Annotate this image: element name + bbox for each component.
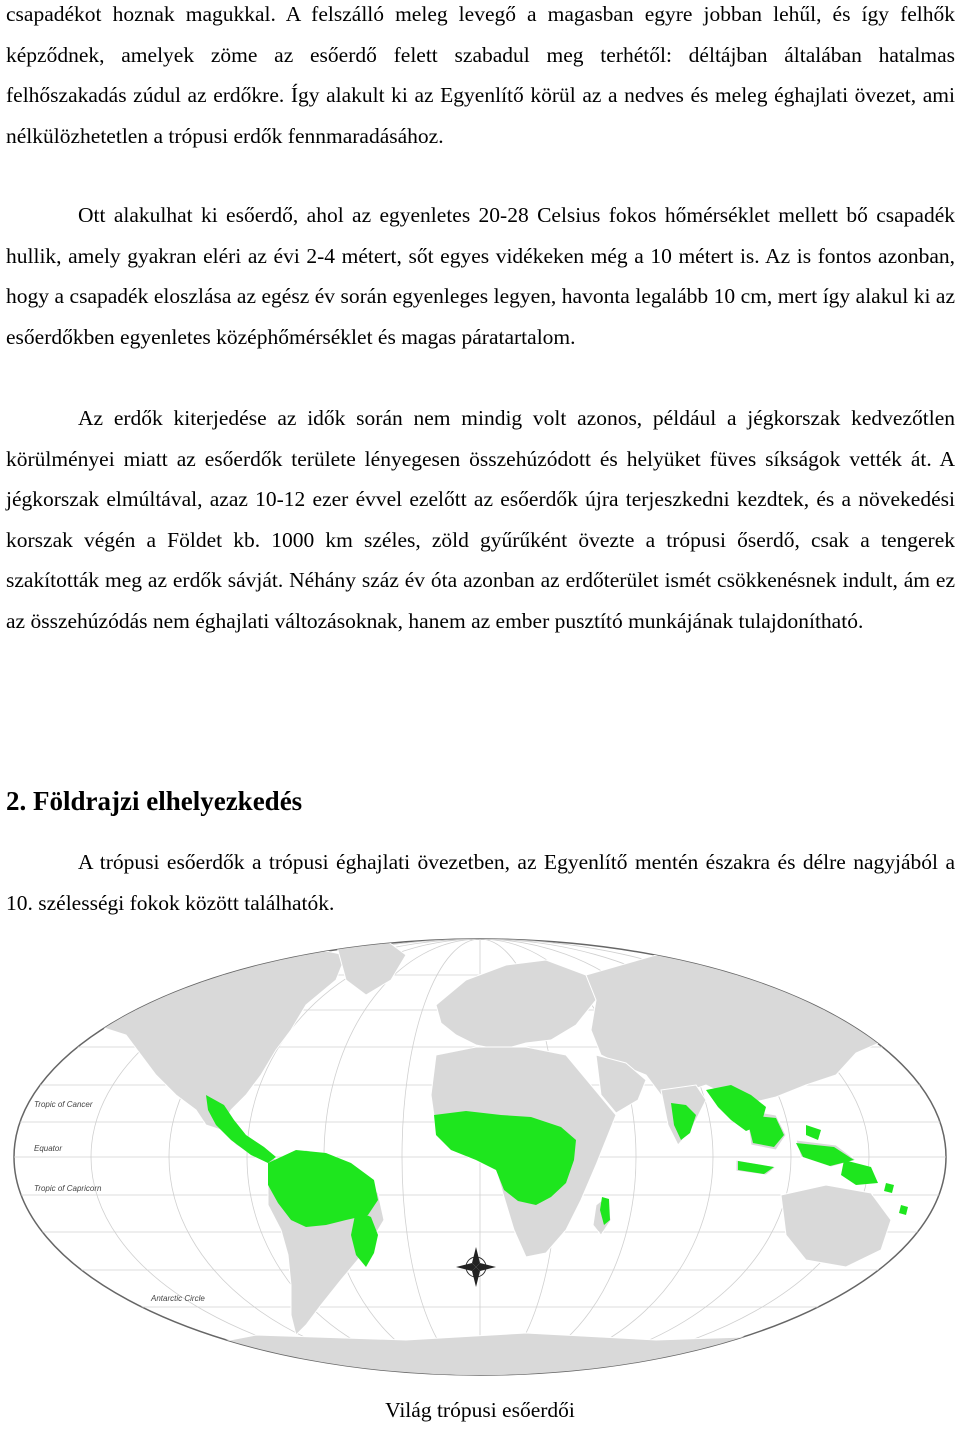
new-zealand	[901, 1255, 921, 1285]
world-rainforest-map	[6, 935, 954, 1380]
paragraph-2: Ott alakulhat ki esőerdő, ahol az egyenletes 20-28 Celsius fokos hőmérséklet mellett bő csapadék hullik, amely gyakran eléri az évi 2-4 métert, sőt egyes vidékeken még a 10 métert is. Az is fontos azonban, hogy a csapadék eloszlása az egész év során egyenleges legyen, havonta legalább 10 cm, mert így alakul ki az esőerdőkben egyenletes középhőmérséklet és magas páratartalom.	[6, 203, 955, 349]
map-svg	[6, 935, 954, 1380]
label-tropic-capricorn: Tropic of Capricorn	[34, 1184, 102, 1193]
label-tropic-cancer: Tropic of Cancer	[34, 1100, 93, 1109]
label-equator: Equator	[34, 1144, 63, 1153]
label-antarctic-circle: Antarctic Circle	[151, 1294, 205, 1303]
paragraph-1: csapadékot hoznak magukkal. A felszálló meleg levegő a magasban egyre jobban lehűl, és így felhők képződnek, amelyek zöme az esőerdő felett szabadul meg terhétől: déltájban általában hatalmas felhőszakadás zúdul az erdőkre. Így alakult ki az Egyenlítő körül az a nedves és meleg éghajlati övezet, ami nélkülözhetetlen a trópusi erdők fennmaradásához.	[6, 2, 955, 148]
paragraph-3: Az erdők kiterjedése az idők során nem mindig volt azonos, például a jégkorszak kedvezőtlen körülményei miatt az esőerdők területe lényegesen összehúzódott és helyüket füves síkságok vették át. A jégkorszak elmúltával, azaz 10-12 ezer évvel ezelőtt az esőerdők újra terjeszkedni kezdtek, és a növekedési korszak végén a Földet kb. 1000 km széles, zöld gyűrűként övezte a trópusi őserdő, csak a tengerek szakították meg az erdők sávját. Néhány száz év óta azonban az erdőterület ismét csökkenésnek indult, ám ez az összehúzódás nem éghajlati változásoknak, hanem az ember pusztító munkájának tulajdonítható.	[6, 406, 955, 633]
paragraph-4: A trópusi esőerdők a trópusi éghajlati övezetben, az Egyenlítő mentén északra és délre nagyjából a 10. szélességi fokok között találhatók.	[6, 850, 955, 915]
antarctica	[6, 1333, 954, 1380]
figure-caption: Világ trópusi esőerdői	[385, 1398, 575, 1422]
section-heading: 2. Földrajzi elhelyezkedés	[6, 786, 303, 816]
